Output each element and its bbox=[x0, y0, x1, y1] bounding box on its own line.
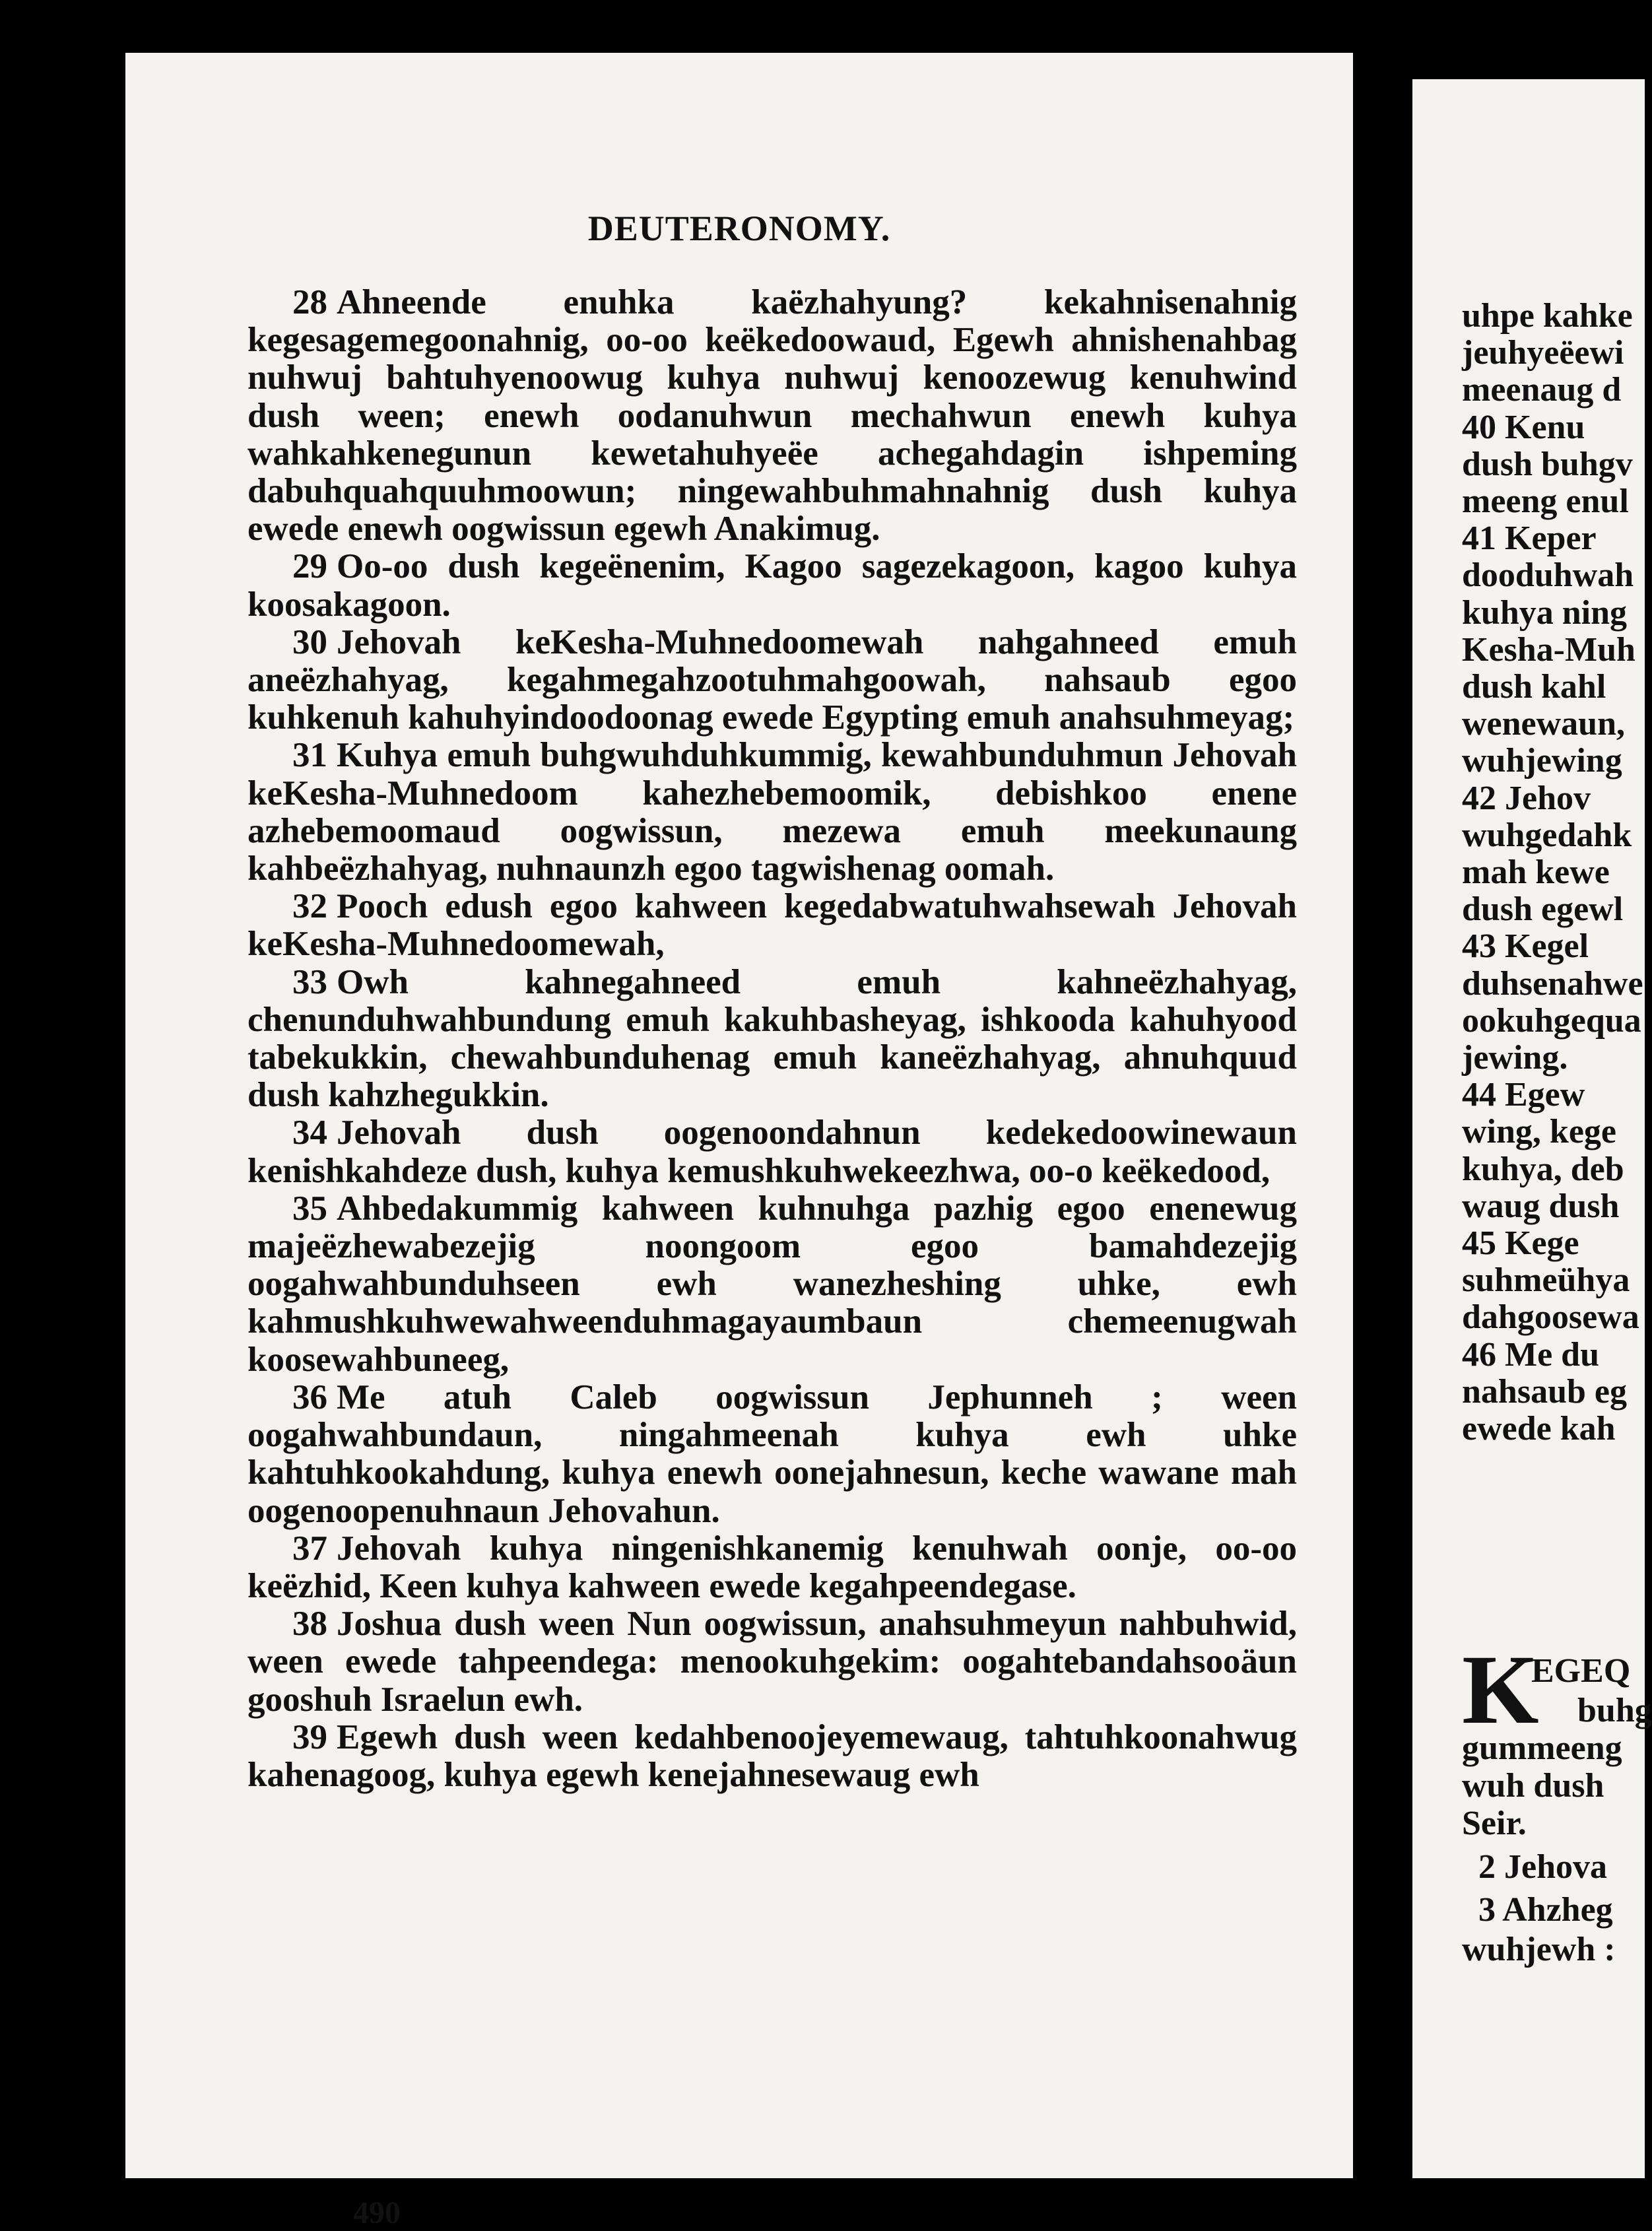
verse-column bbox=[248, 284, 1297, 1794]
right-page-fragment bbox=[1412, 79, 1652, 2178]
verse-text: Egewh dush ween kedahbenoojeyemewaug, tahtuhkoonahwug kahenagoog, kuhya egewh kenejahnesewaug ewh bbox=[248, 1717, 1297, 1794]
verse-number: 35 bbox=[292, 1189, 327, 1228]
verse-text: Jehovah kuhya ningenishkanemig kenuhwah oonje, oo-oo keëzhid, Keen kuhya kahween ewede kegahpeendegase. bbox=[248, 1529, 1297, 1605]
right-page-line: uhpe kahke bbox=[1462, 297, 1633, 335]
right-page-line: jeuhyeëewi bbox=[1462, 334, 1624, 372]
right-page-line: dooduhwah bbox=[1462, 556, 1634, 595]
verse-number: 33 bbox=[292, 962, 327, 1001]
chapter-line: 3 Ahzheg bbox=[1478, 1891, 1613, 1929]
verse-text: Joshua dush ween Nun oogwissun, anahsuhmeyun nahbuhwid, ween ewede tahpeendega: menookuhgekim: oogahtebandahsooäun gooshuh Israelun ewh. bbox=[248, 1605, 1297, 1719]
right-page-line: 45 Kege bbox=[1462, 1224, 1579, 1262]
right-page-line: dush buhgv bbox=[1462, 445, 1633, 483]
verse-number: 28 bbox=[292, 283, 327, 321]
right-page-line: 44 Egew bbox=[1462, 1076, 1585, 1114]
verse bbox=[248, 1190, 1297, 1379]
verse-text: Oo-oo dush kegeënenim, Kagoo sagezekagoon, kagoo kuhya koosakagoon. bbox=[248, 547, 1297, 624]
verse bbox=[248, 737, 1297, 888]
verse bbox=[248, 1719, 1297, 1794]
chapter-line: gummeeng bbox=[1462, 1729, 1622, 1767]
right-page-line: ewede kah bbox=[1462, 1410, 1616, 1448]
chapter-first-line: EGEQ bbox=[1531, 1652, 1631, 1690]
verse bbox=[248, 888, 1297, 963]
right-page-line: wing, kege bbox=[1462, 1113, 1616, 1151]
verse-number: 37 bbox=[292, 1529, 327, 1568]
right-page-line: kuhya, deb bbox=[1462, 1150, 1624, 1188]
right-page-line: duhsenahwe bbox=[1462, 964, 1643, 1003]
right-page-line: wuhgedahk bbox=[1462, 816, 1632, 854]
right-page-line: kuhya ning bbox=[1462, 593, 1628, 632]
verse bbox=[248, 1605, 1297, 1719]
right-page-line: 40 Kenu bbox=[1462, 408, 1585, 446]
right-page-line: mah kewe bbox=[1462, 853, 1610, 891]
verse bbox=[248, 284, 1297, 548]
verse bbox=[248, 548, 1297, 623]
verse-text: Ahbedakummig kahween kuhnuhga pazhig egoo enenewug majeëzhewabezejig noongoom egoo bamahdezejig oogahwahbunduhseen ewh wanezheshing uhke, ewh kahmushkuhwewahweenduhmagayaumbaun chemeenugwah koosewahbuneeg, bbox=[248, 1189, 1297, 1379]
right-page-line: 41 Keper bbox=[1462, 519, 1597, 558]
chapter-line: buhg bbox=[1577, 1692, 1652, 1729]
verse bbox=[248, 1114, 1297, 1189]
running-head: DEUTERONOMY. bbox=[587, 209, 891, 248]
verse-number: 39 bbox=[292, 1717, 327, 1756]
verse-number: 38 bbox=[292, 1605, 327, 1644]
right-page-line: wuhjewing bbox=[1462, 742, 1622, 780]
verse-number: 34 bbox=[292, 1114, 327, 1152]
verse-text: Owh kahnegahneed emuh kahneëzhahyag, chenunduhwahbundung emuh kakuhbasheyag, ishkooda kahuhyood tabekukkin, chewahbunduhenag emuh kaneëzhahyag, ahnuhquud dush kahzhegukkin. bbox=[248, 962, 1297, 1115]
verse bbox=[248, 1530, 1297, 1605]
drop-cap: K bbox=[1462, 1635, 1539, 1745]
right-page-line: ookuhgequa bbox=[1462, 1001, 1641, 1040]
right-page-line: dahgoosewa bbox=[1462, 1298, 1639, 1337]
verse-text: Kuhya emuh buhgwuhduhkummig, kewahbunduhmun Jehovah keKesha-Muhnedoom kahezhebemoomik, debishkoo enene azhebemoomaud oogwissun, mezewa emuh meekunaung kahbeëzhahyag, nuhnaunzh egoo tagwishenag oomah. bbox=[248, 736, 1297, 888]
right-page-line: wenewaun, bbox=[1462, 705, 1626, 743]
verse bbox=[248, 1379, 1297, 1530]
verse-text: Jehovah dush oogenoondahnun kedekedoowinewaun kenishkahdeze dush, kuhya kemushkuhwekeezhwa, oo-o keëkedood, bbox=[248, 1114, 1297, 1190]
right-page-line: 42 Jehov bbox=[1462, 779, 1591, 817]
verse-number: 29 bbox=[292, 547, 327, 586]
left-page bbox=[125, 53, 1353, 2230]
verse-number: 36 bbox=[292, 1378, 327, 1416]
verse-text: Me atuh Caleb oogwissun Jephunneh ; ween oogahwahbundaun, ningahmeenah kuhya ewh uhke kahtuhkookahdung, kuhya enewh oonejahnesun, keche wawane mah oogenoopenuhnaun Jehovahun. bbox=[248, 1378, 1297, 1530]
verse bbox=[248, 624, 1297, 737]
verse-number: 31 bbox=[292, 736, 327, 775]
right-page-line: suhmeühya bbox=[1462, 1261, 1630, 1300]
chapter-line: 2 Jehova bbox=[1478, 1848, 1607, 1886]
right-page-line: 46 Me du bbox=[1462, 1335, 1599, 1374]
verse-text: Pooch edush egoo kahween kegedabwatuhwahsewah Jehovah keKesha-Muhnedoomewah, bbox=[248, 887, 1297, 964]
chapter-line: Seir. bbox=[1462, 1805, 1527, 1842]
verse-number: 32 bbox=[292, 887, 327, 926]
verse-text: Jehovah keKesha-Muhnedoomewah nahgahneed emuh aneëzhahyag, kegahmegahzootuhmahgoowah, nahsaub egoo kuhkenuh kahuhyindoodoonag ewede Egypting emuh anahsuhmeyag; bbox=[248, 622, 1297, 737]
right-page-line: 43 Kegel bbox=[1462, 927, 1589, 966]
verse-number: 30 bbox=[292, 622, 327, 661]
chapter-line: wuh dush bbox=[1462, 1767, 1604, 1805]
right-page-line: waug dush bbox=[1462, 1187, 1620, 1225]
right-page-line: Kesha-Muh bbox=[1462, 630, 1635, 669]
verse-text: Ahneende enuhka kaëzhahyung? kekahnisenahnig kegesagemegoonahnig, oo-oo keëkedoowaud, Egewh ahnishenahbag nuhwuj bahtuhyenoowug kuhya nuhwuj kenoozewug kenuhwind dush ween; enewh oodanuhwun mechahwun enewh kuhya wahkahkenegunun kewetahuhyeëe achegahdagin ishpeming dabuhquahquuhmoowun; ningewahbuhmahnahnig dush kuhya ewede enewh oogwissun egewh Anakimug. bbox=[248, 283, 1297, 549]
verse bbox=[248, 964, 1297, 1115]
chapter-line: wuhjewh : bbox=[1462, 1931, 1616, 1968]
right-page-line: jewing. bbox=[1462, 1039, 1568, 1077]
page-number: 490 bbox=[353, 2195, 401, 2230]
right-page-line: dush egewl bbox=[1462, 890, 1624, 929]
right-page-line: dush kahl bbox=[1462, 668, 1606, 706]
right-page-line: meenaug d bbox=[1462, 371, 1622, 409]
right-page-line: meeng enul bbox=[1462, 483, 1629, 520]
right-page-line: nahsaub eg bbox=[1462, 1372, 1627, 1411]
